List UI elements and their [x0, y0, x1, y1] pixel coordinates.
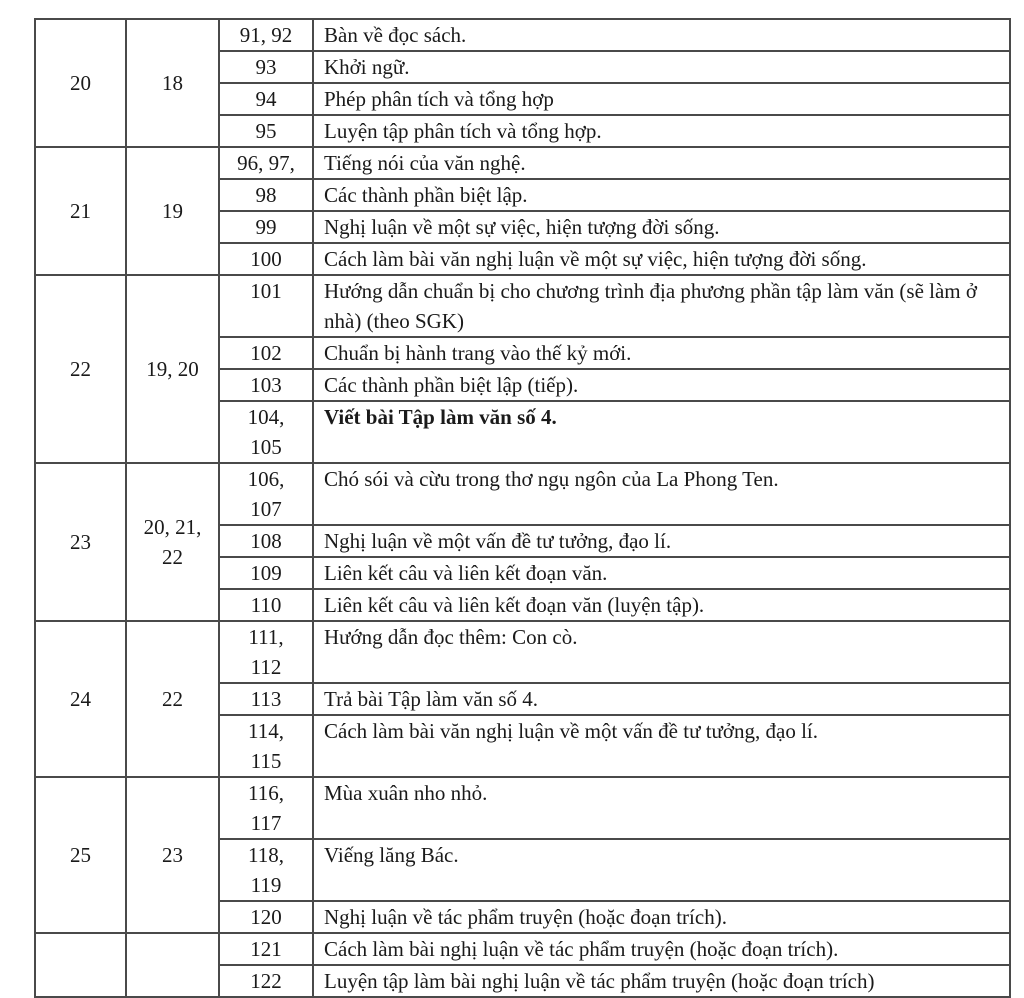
lesson-number: 105 [250, 435, 282, 459]
lesson-number-cell [219, 401, 313, 463]
lesson-number: 122 [250, 969, 282, 993]
lesson-number: 118, [248, 843, 284, 867]
table-row [35, 19, 1010, 51]
lesson-title-cell: Cách làm bài nghị luận về tác phẩm truyện (hoặc đoạn trích). [313, 933, 1010, 965]
lesson-title-cell: Nghị luận về một sự việc, hiện tượng đời sống. [313, 211, 1010, 243]
lesson-number-cell [219, 715, 313, 777]
period-cell: 22 [126, 621, 219, 777]
lesson-title-cell: Chuẩn bị hành trang vào thế kỷ mới. [313, 337, 1010, 369]
lesson-number: 109 [250, 561, 282, 585]
lesson-number: 111, [248, 625, 284, 649]
lesson-number: 104, [247, 405, 285, 429]
period-cell: 23 [126, 777, 219, 933]
lesson-number-cell [219, 589, 313, 621]
lesson-title-cell: Hướng dẫn đọc thêm: Con cò. [313, 621, 1010, 683]
lesson-number: 96, 97, [237, 151, 295, 175]
lesson-number: 100 [250, 247, 282, 271]
lesson-number-cell [219, 275, 313, 337]
period-cell: 20, 21, 22 [126, 463, 219, 621]
lesson-number-cell [219, 525, 313, 557]
lesson-number: 94 [255, 87, 277, 111]
period-cell [126, 933, 219, 997]
lesson-title-cell: Cách làm bài văn nghị luận về một sự việc, hiện tượng đời sống. [313, 243, 1010, 275]
table-row [35, 275, 1010, 337]
lesson-number: 108 [250, 529, 282, 553]
lesson-number: 91, 92 [239, 23, 293, 47]
lesson-number-cell [219, 179, 313, 211]
lesson-number-cell [219, 337, 313, 369]
lesson-title-cell: Liên kết câu và liên kết đoạn văn. [313, 557, 1010, 589]
lesson-title-cell: Mùa xuân nho nhỏ. [313, 777, 1010, 839]
lesson-title-cell: Cách làm bài văn nghị luận về một vấn đề tư tưởng, đạo lí. [313, 715, 1010, 777]
table-row [35, 621, 1010, 683]
lesson-title-cell: Các thành phần biệt lập (tiếp). [313, 369, 1010, 401]
lesson-number-cell [219, 777, 313, 839]
week-cell: 25 [35, 777, 126, 933]
lesson-plan-table [34, 18, 1011, 998]
lesson-title-cell: Khởi ngữ. [313, 51, 1010, 83]
lesson-title-cell: Nghị luận về một vấn đề tư tưởng, đạo lí. [313, 525, 1010, 557]
lesson-number: 110 [250, 593, 282, 617]
lesson-number-cell [219, 839, 313, 901]
lesson-title-cell: Viết bài Tập làm văn số 4. [313, 401, 1010, 463]
lesson-number-cell [219, 19, 313, 51]
lesson-number-cell [219, 51, 313, 83]
lesson-number: 117 [250, 811, 282, 835]
lesson-number: 107 [250, 497, 282, 521]
week-cell: 21 [35, 147, 126, 275]
lesson-number-cell [219, 621, 313, 683]
lesson-number: 101 [250, 279, 282, 303]
lesson-number-cell [219, 901, 313, 933]
lesson-title-cell: Viếng lăng Bác. [313, 839, 1010, 901]
week-cell: 20 [35, 19, 126, 147]
lesson-title-cell: Luyện tập phân tích và tổng hợp. [313, 115, 1010, 147]
lesson-number-cell [219, 463, 313, 525]
lesson-number: 120 [250, 905, 282, 929]
lesson-title-cell: Luyện tập làm bài nghị luận về tác phẩm truyện (hoặc đoạn trích) [313, 965, 1010, 997]
week-cell: 22 [35, 275, 126, 463]
period-cell: 19 [126, 147, 219, 275]
lesson-number: 103 [250, 373, 282, 397]
period-cell: 19, 20 [126, 275, 219, 463]
lesson-number-cell [219, 557, 313, 589]
lesson-title-cell: Trả bài Tập làm văn số 4. [313, 683, 1010, 715]
lesson-number: 93 [255, 55, 277, 79]
lesson-number-cell [219, 933, 313, 965]
lesson-number: 98 [255, 183, 277, 207]
week-cell: 23 [35, 463, 126, 621]
lesson-number: 102 [250, 341, 282, 365]
lesson-number-cell [219, 369, 313, 401]
lesson-number: 95 [255, 119, 277, 143]
table-row [35, 463, 1010, 525]
table-row [35, 933, 1010, 965]
lesson-number-cell [219, 211, 313, 243]
lesson-title-cell: Các thành phần biệt lập. [313, 179, 1010, 211]
lesson-plan-body [35, 19, 1010, 997]
lesson-number: 116, [248, 781, 284, 805]
lesson-title-cell: Chó sói và cừu trong thơ ngụ ngôn của La Phong Ten. [313, 463, 1010, 525]
lesson-number-cell [219, 83, 313, 115]
table-row [35, 147, 1010, 179]
lesson-number: 115 [250, 749, 282, 773]
lesson-title-cell: Nghị luận về tác phẩm truyện (hoặc đoạn trích). [313, 901, 1010, 933]
lesson-number: 114, [248, 719, 284, 743]
lesson-number: 113 [250, 687, 282, 711]
week-cell: 24 [35, 621, 126, 777]
lesson-number-cell [219, 115, 313, 147]
lesson-title-cell: Bàn về đọc sách. [313, 19, 1010, 51]
lesson-number-cell [219, 147, 313, 179]
week-cell [35, 933, 126, 997]
lesson-number: 121 [250, 937, 282, 961]
lesson-title-cell: Liên kết câu và liên kết đoạn văn (luyện tập). [313, 589, 1010, 621]
lesson-number-cell [219, 683, 313, 715]
lesson-title-cell: Tiếng nói của văn nghệ. [313, 147, 1010, 179]
lesson-number: 112 [250, 655, 282, 679]
lesson-number-cell [219, 243, 313, 275]
lesson-number: 106, [247, 467, 285, 491]
lesson-number-cell [219, 965, 313, 997]
table-row [35, 777, 1010, 839]
lesson-title-cell: Phép phân tích và tổng hợp [313, 83, 1010, 115]
lesson-number: 99 [255, 215, 277, 239]
period-cell: 18 [126, 19, 219, 147]
lesson-number: 119 [250, 873, 282, 897]
lesson-title-cell: Hướng dẫn chuẩn bị cho chương trình địa phương phần tập làm văn (sẽ làm ở nhà) (theo SGK) [313, 275, 1010, 337]
